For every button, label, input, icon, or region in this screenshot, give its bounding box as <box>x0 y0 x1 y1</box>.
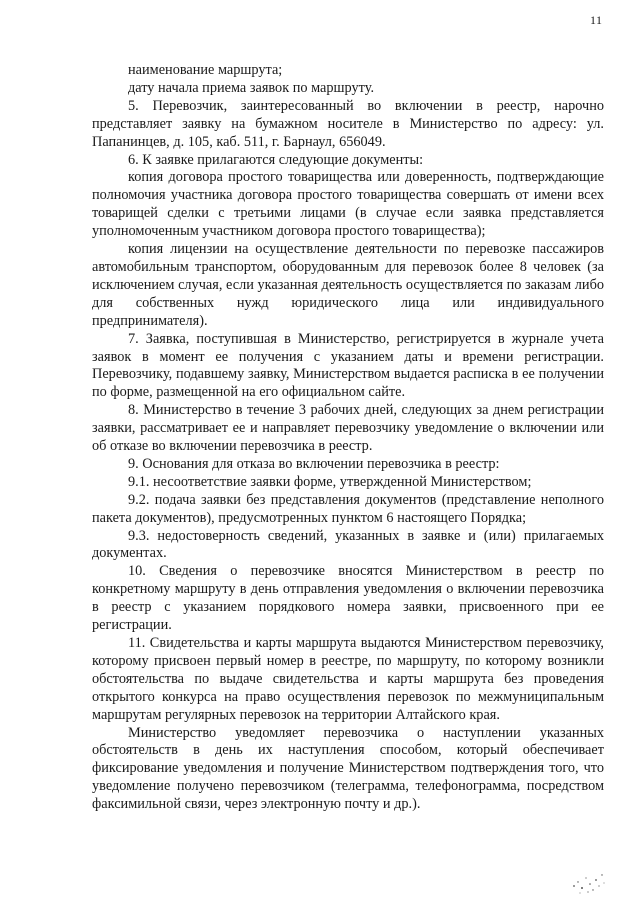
document-body <box>92 62 604 814</box>
scan-mark-icon <box>568 866 608 896</box>
paragraph-application-start-date: дату начала приема заявок по маршруту. <box>128 79 375 96</box>
paragraph-item-11: 11. Свидетельства и карты маршрута выдаются Министерством перевозчику, которому присвоен первый номер в реестре, по маршруту, по которому возникли обстоятельства по выдаче свидетельства и карты маршрута без проведения открытого конкурса на право осуществления перевозок по межмуниципальным маршрутам регулярных перевозок на территории Алтайского края. <box>92 635 604 723</box>
paragraph-notification: Министерство уведомляет перевозчика о наступлении указанных обстоятельств в день их наступления способом, который обеспечивает фиксирование уведомления и получение Министерством подтверждения того, что уведомление получено перевозчиком (телеграмма, телефонограмма, посредством факсимильной связи, через электронную почту и др.). <box>92 724 604 813</box>
paragraph-item-7: 7. Заявка, поступившая в Министерство, регистрируется в журнале учета заявок в момент ее получения с указанием даты и времени регистрации. Перевозчику, подавшему заявку, Министерством выдается расписка в ее получении по форме, размещенной на его официальном сайте. <box>92 330 604 401</box>
paragraph-item-9-3: 9.3. недостоверность сведений, указанных в заявке и (или) прилагаемых документах. <box>92 527 604 562</box>
paragraph-item-8: 8. Министерство в течение 3 рабочих дней, следующих за днем регистрации заявки, рассматривает ее и направляет перевозчику уведомление о включении или об отказе во включении перевозчика в реестр. <box>92 402 604 455</box>
paragraph-item-10: 10. Сведения о перевозчике вносятся Министерством в реестр по конкретному маршруту в день отправления уведомления о включении перевозчика в реестр с указанием порядкового номера заявки, присвоенного при ее регистрации. <box>92 563 604 634</box>
paragraph-license-copy: копия лицензии на осуществление деятельности по перевозке пассажиров автомобильным транспортом, оборудованным для перевозок более 8 человек (за исключением случая, если указанная деятельность осуществляется по заказам либо для собственных нужд юридического лица или индивидуального предпринимателя). <box>92 241 604 329</box>
paragraph-route-name: наименование маршрута; <box>128 62 283 78</box>
paragraph-partnership-copy: копия договора простого товарищества или доверенность, подтверждающие полномочия участника договора простого товарищества совершать от имени всех товарищей сделки с третьими лицами (в случае если заявка представляется уполномоченным участником договора простого товарищества); <box>92 169 604 240</box>
page-number: 11 <box>590 13 603 27</box>
paragraph-item-9: 9. Основания для отказа во включении перевозчика в реестр: <box>128 455 500 472</box>
paragraph-item-5: 5. Перевозчик, заинтересованный во включении в реестр, нарочно представляет заявку на бумажном носителе в Министерство по адресу: ул. Папанинцев, д. 105, каб. 511, г. Барнаул, 656049. <box>92 97 604 150</box>
paragraph-item-9-1: 9.1. несоответствие заявки форме, утвержденной Министерством; <box>128 473 532 490</box>
paragraph-item-6: 6. К заявке прилагаются следующие документы: <box>128 151 424 168</box>
paragraph-item-9-2: 9.2. подача заявки без представления документов (представление неполного пакета документов), предусмотренных пунктом 6 настоящего Порядка; <box>92 491 604 526</box>
